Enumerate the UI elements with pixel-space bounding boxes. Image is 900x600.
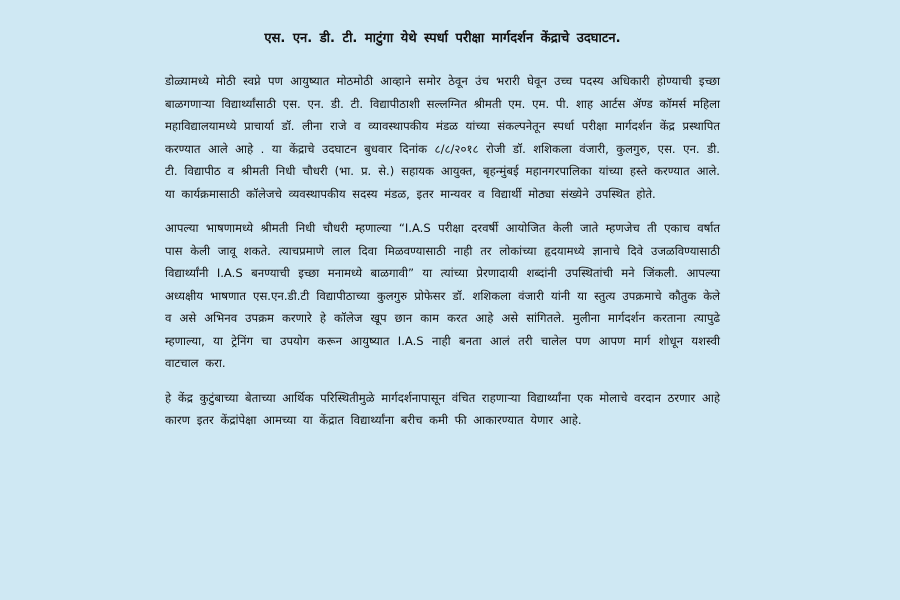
paragraph-inauguration: डोळ्यामध्ये मोठी स्वप्ने पण आयुष्यात मोठमोठी आव्हाने समोर ठेवून उंच भरारी घेवून उच्च पदस्य अधिकारी होण्याची इच्छा बाळगणाऱ्या विद्यार्थ्यांसाठी एस. एन. डी. टी. विद्यापीठाशी सल्लग्नित श्रीमती एम. एम. पी. शाह आर्टस ॲण्ड कॉमर्स महिला महाविद्यालयामध्ये प्राचार्या डॉ. लीना राजे व व्यावस्थापकीय मंडळ यांच्या संकल्पनेतून स्पर्धा परीक्षा मार्गदर्शन केंद्र प्रस्थापित करण्यात आले आहे . या केंद्राचे उदघाटन बुधवार दिनांक ८/८/२०१८ रोजी डॉ. शशिकला वंजारी, कुलगुरु, एस. एन. डी. टी. विद्यापीठ व श्रीमती निधी चौधरी (भा. प्र. से.) सहायक आयुक्त, बृहन्मुंबई महानगरपालिका यांच्या हस्ते करण्यात आले. या कार्यक्रमासाठी कॉलेजचे व्यवस्थापकीय सदस्य मंडळ, इतर मान्यवर व विद्यार्थी मोठ्या संख्येने उपस्थित होते.: [165, 74, 720, 201]
paragraph-benefit: हे केंद्र कुटुंबाच्या बेताच्या आर्थिक परिस्थितीमुळे मार्गदर्शनापासून वंचित राहणाऱ्या विद्यार्थ्यांना एक मोलाचे वरदान ठरणार आहे कारण इतर केंद्रांपेक्षा आमच्या या केंद्रात विद्यार्थ्यांना बरीच कमी फी आकारण्यात येणार आहे.: [165, 390, 720, 427]
paragraph-speech: आपल्या भाषणामध्ये श्रीमती निधी चौधरी म्हणाल्या “I.A.S परीक्षा दरवर्षी आयोजित केली जाते म्हणजेच ती एकाच वर्षात पास केली जावू शकते. त्याचप्रमाणे लाल दिवा मिळवण्यासाठी नाही तर लोकांच्या हृदयामध्ये ज्ञानाचे दिवे उजळविण्यासाठी विद्यार्थ्यांनी I.A.S बनण्याची इच्छा मनामध्ये बाळगावी” या त्यांच्या प्रेरणादायी शब्दांनी उपस्थितांची मने जिंकली. आपल्या अध्यक्षीय भाषणात एस.एन.डी.टी विद्यापीठाच्या कुलगुरु प्रोफेसर डॉ. शशिकला वंजारी यांनी या स्तुत्य उपक्रमाचे कौतुक केले व असे अभिनव उपक्रम करणारे हे कॉलेज खूप छान काम करत आहे असे सांगितले. मुलीना मार्गदर्शन करताना त्यापुढे म्हणाल्या, या ट्रेनिंग चा उपयोग करून आयुष्यात I.A.S नाही बनता आलं तरी चालेल पण आपण मार्ग शोधून यशस्वी वाटचाल करा.: [165, 221, 720, 370]
document-title: एस. एन. डी. टी. माटुंगा येथे स्पर्धा परीक्षा मार्गदर्शन केंद्राचे उदघाटन.: [264, 31, 621, 46]
